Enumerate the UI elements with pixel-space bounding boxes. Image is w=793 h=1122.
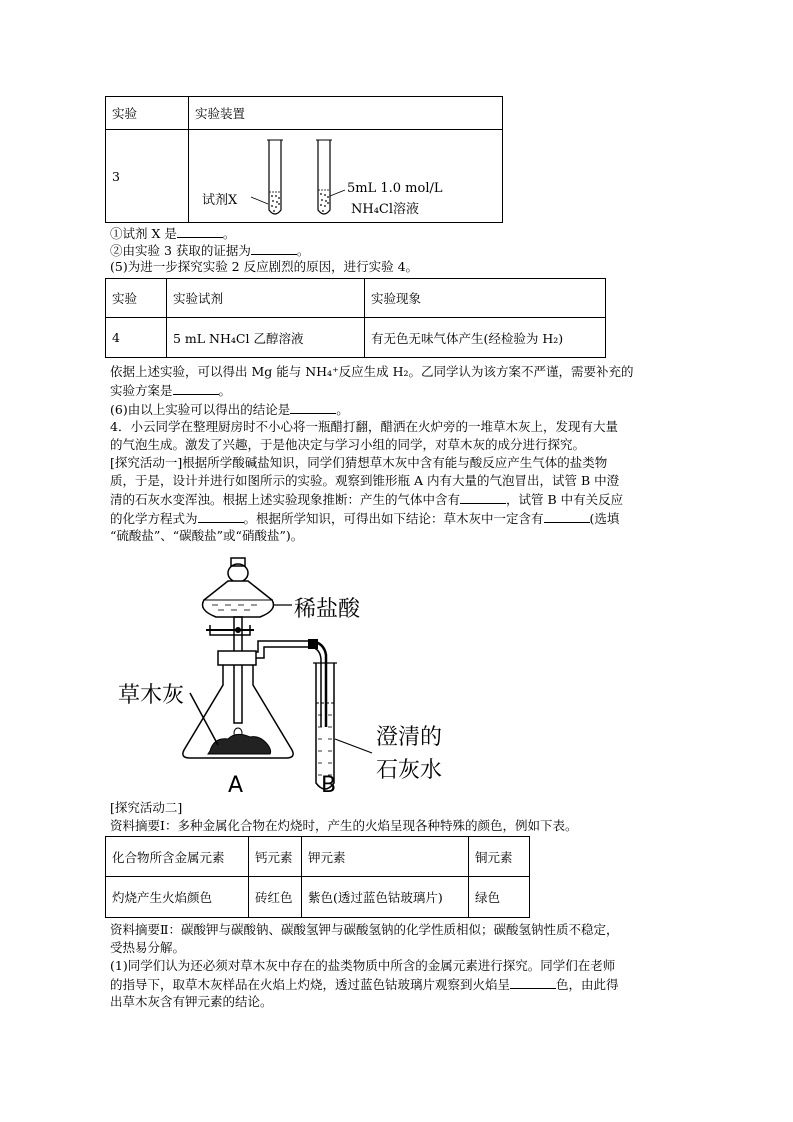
activity1-line-5: “硫酸盐”、“碳酸盐”或“硝酸盐”)。 xyxy=(110,528,304,543)
material-2-line-2: 受热易分解。 xyxy=(110,940,186,955)
table3-header-element: 化合物所含金属元素 xyxy=(106,837,249,877)
test-tubes-diagram xyxy=(189,130,489,223)
experiment4-table xyxy=(105,278,606,358)
label-flask-a: A xyxy=(228,773,244,798)
table2-header-experiment: 实验 xyxy=(106,279,167,318)
table2-header-reagent: 实验试剂 xyxy=(167,279,365,318)
step1-line-2: 的指导下，取草木灰样品在火焰上灼烧，透过蓝色钴玻璃片观察到火焰呈 色，由此得 xyxy=(110,977,619,992)
table3-cell-flame: 灼烧产生火焰颜色 xyxy=(106,877,249,918)
label-limewater-2: 石灰水 xyxy=(376,758,443,783)
ammonium-chloride-concentration-label: 5mL 1.0 mol/L xyxy=(347,181,443,196)
label-limewater-1: 澄清的 xyxy=(376,725,443,750)
question-evidence: ②由实验 3 获取的证据为 。 xyxy=(110,243,310,258)
step1-line-1: (1)同学们认为还必须对草木灰中存在的盐类物质中所含的金属元素进行探究。同学们在老师 xyxy=(110,958,616,973)
table1-header-apparatus: 实验装置 xyxy=(189,97,503,130)
table2-header-phenomenon: 实验现象 xyxy=(365,279,606,318)
table3-header-calcium: 钙元素 xyxy=(249,837,302,877)
problem4-line-2: 的气泡生成。激发了兴趣，于是他决定与学习小组的同学，对草木灰的成分进行探究。 xyxy=(110,437,586,452)
label-tube-b: B xyxy=(321,773,337,798)
table2-cell-number: 4 xyxy=(106,318,167,358)
table2-cell-reagent: 5 mL NH₄Cl 乙醇溶液 xyxy=(167,318,365,358)
question-reagent-x: ①试剂 X 是 。 xyxy=(110,226,236,241)
table1-row-number: 3 xyxy=(106,130,189,223)
answer-blank[interactable] xyxy=(251,242,297,255)
answer-blank[interactable] xyxy=(290,401,336,414)
label-plant-ash: 草木灰 xyxy=(118,683,185,708)
answer-blank[interactable] xyxy=(177,225,223,238)
table3-cell-copper: 绿色 xyxy=(469,877,530,918)
activity2-heading: [探究活动二] xyxy=(110,800,183,815)
basis-line-2: 实验方案是 。 xyxy=(110,383,232,398)
label-dilute-hcl: 稀盐酸 xyxy=(294,597,361,622)
table3-header-potassium: 钾元素 xyxy=(302,837,469,877)
apparatus-table xyxy=(105,96,503,223)
apparatus-figure xyxy=(110,555,470,800)
answer-blank[interactable] xyxy=(198,510,244,523)
step1-line-3: 出草木灰含有钾元素的结论。 xyxy=(110,994,273,1009)
activity1-line-2: 质，于是，设计并进行如图所示的实验。观察到锥形瓶 A 内有大量的气泡冒出，试管 B 中澄 xyxy=(110,473,620,488)
table3-cell-calcium: 砖红色 xyxy=(249,877,302,918)
basis-line-1: 依据上述实验，可以得出 Mg 能与 NH₄⁺反应生成 H₂。乙同学认为该方案不严谨，需要补充的 xyxy=(110,364,634,379)
table3-header-copper: 铜元素 xyxy=(469,837,530,877)
question-5: (5)为进一步探究实验 2 反应剧烈的原因，进行实验 4。 xyxy=(110,259,419,274)
material-2-line-1: 资料摘要Ⅱ：碳酸钾与碳酸钠、碳酸氢钾与碳酸氢钠的化学性质相似；碳酸氢钠性质不稳定， xyxy=(110,922,619,937)
activity1-line-1: [探究活动一]根据所学酸碱盐知识，同学们猜想草木灰中含有能与酸反应产生气体的盐类物 xyxy=(110,455,608,470)
table2-cell-phenomenon: 有无色无味气体产生(经检验为 H₂) xyxy=(365,318,606,358)
activity1-line-4: 的化学方程式为 。根据所学知识，可得出如下结论：草木灰中一定含有 (选填 xyxy=(110,511,620,526)
problem4-line-1: 4．小云同学在整理厨房时不小心将一瓶醋打翻，醋洒在火炉旁的一堆草木灰上，发现有大量 xyxy=(110,419,618,434)
answer-blank[interactable] xyxy=(173,382,219,395)
flame-color-table xyxy=(105,836,530,918)
reagent-x-label: 试剂X xyxy=(202,193,238,208)
material-1: 资料摘要Ⅰ：多种金属化合物在灼烧时，产生的火焰呈现各种特殊的颜色，例如下表。 xyxy=(110,818,578,833)
question-6: (6)由以上实验可以得出的结论是 。 xyxy=(110,402,349,417)
table1-header-experiment: 实验 xyxy=(106,97,189,130)
table1-apparatus-cell xyxy=(189,130,503,223)
activity1-line-3: 清的石灰水变浑浊。根据上述实验现象推断：产生的气体中含有 ，试管 B 中有关反应 xyxy=(110,492,624,507)
answer-blank[interactable] xyxy=(510,976,556,989)
ammonium-chloride-solution-label: NH₄Cl溶液 xyxy=(351,202,420,217)
table3-cell-potassium: 紫色(透过蓝色钴玻璃片) xyxy=(302,877,469,918)
answer-blank[interactable] xyxy=(460,491,506,504)
answer-blank[interactable] xyxy=(544,510,590,523)
